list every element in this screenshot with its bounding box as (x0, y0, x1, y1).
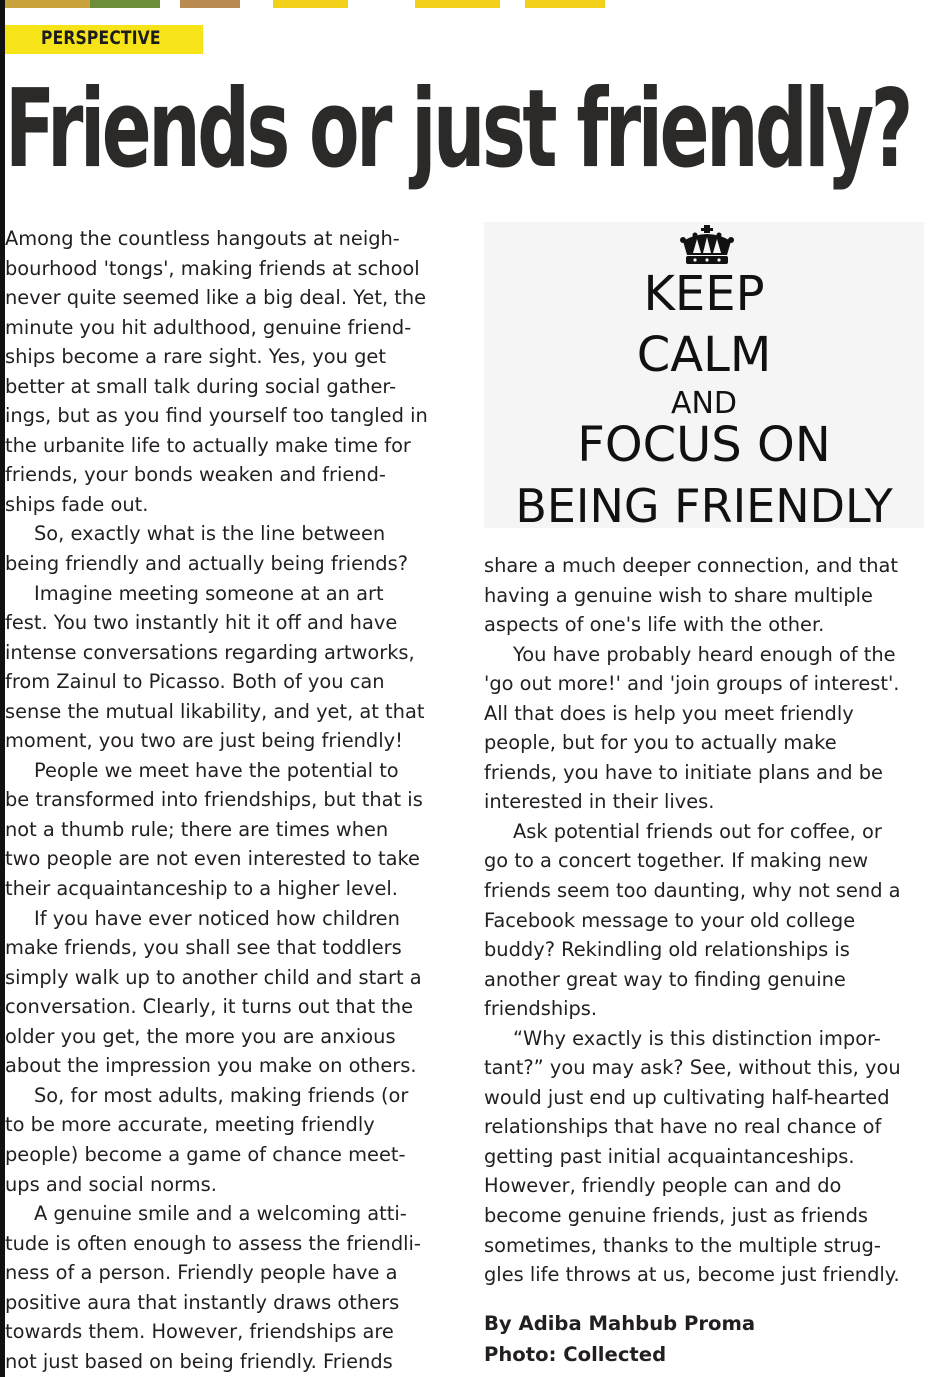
text-line: would just end up cultivating half-hearted (484, 1085, 890, 1109)
poster-line-focus: FOCUS ON (577, 417, 831, 473)
text-line: their acquaintanceship to a higher level. (5, 877, 398, 901)
text-line: friends, you have to initiate plans and be (484, 760, 883, 784)
text-line: friends seem too daunting, why not send a (484, 879, 901, 903)
right-text-column (484, 551, 924, 1290)
text-line: “Why exactly is this distinction impor- (513, 1026, 881, 1050)
text-line: However, friendly people can and do (484, 1174, 842, 1198)
text-line: never quite seemed like a big deal. Yet, the (5, 286, 427, 310)
text-line: being friendly and actually being friends? (5, 552, 408, 576)
section-tag (5, 25, 203, 54)
text-line: intense conversations regarding artworks, (5, 640, 415, 664)
text-line: share a much deeper connection, and that (484, 554, 898, 577)
text-line: fest. You two instantly hit it off and have (5, 611, 398, 635)
keep-calm-poster (484, 222, 924, 533)
text-line: minute you hit adulthood, genuine friend- (5, 315, 412, 339)
text-line: positive aura that instantly draws others (5, 1290, 400, 1314)
text-line: make friends, you shall see that toddlers (5, 936, 402, 960)
text-line: ships fade out. (5, 492, 149, 516)
crown-icon (677, 225, 737, 267)
text-line: be transformed into friendships, but that is (5, 788, 423, 812)
text-line: friends, your bonds weaken and friend- (5, 463, 386, 487)
text-line: people) become a game of chance meet- (5, 1142, 406, 1166)
text-line: A genuine smile and a welcoming atti- (34, 1202, 407, 1226)
text-line: sometimes, thanks to the multiple strug- (484, 1233, 881, 1257)
text-line: become genuine friends, just as friends (484, 1204, 868, 1228)
text-line: You have probably heard enough of the (513, 642, 896, 666)
text-line: better at small talk during social gather- (5, 374, 397, 398)
article-headline: Friends or just friendly? (5, 67, 910, 192)
text-line: So, for most adults, making friends (or (34, 1083, 409, 1107)
left-text-column (5, 224, 450, 1376)
text-line: People we meet have the potential to (34, 758, 399, 782)
text-line: Facebook message to your old college (484, 908, 856, 932)
text-line: tude is often enough to assess the friendli- (5, 1231, 421, 1255)
text-line: tant?” you may ask? See, without this, you (484, 1056, 901, 1080)
text-line: getting past initial acquaintanceships. (484, 1144, 855, 1168)
text-line: aspects of one's life with the other. (484, 613, 825, 637)
text-line: people, but for you to actually make (484, 731, 837, 755)
poster-line-keep: KEEP (643, 266, 765, 322)
text-line: another great way to finding genuine (484, 967, 846, 991)
text-line: buddy? Rekindling old relationships is (484, 938, 850, 962)
text-line: bourhood 'tongs', making friends at school (5, 256, 420, 280)
text-line: towards them. However, friendships are (5, 1320, 394, 1344)
text-line: go to a concert together. If making new (484, 849, 869, 873)
text-line: the urbanite life to actually make time for (5, 433, 411, 457)
text-line: friendships. (484, 997, 598, 1021)
text-line: interested in their lives. (484, 790, 715, 814)
text-line: ness of a person. Friendly people have a (5, 1261, 398, 1285)
poster-line-being: BEING FRIENDLY (515, 479, 893, 533)
text-line: to be more accurate, meeting friendly (5, 1113, 375, 1137)
text-line: Imagine meeting someone at an art (34, 581, 384, 605)
text-line: simply walk up to another child and start a (5, 965, 422, 989)
poster-line-calm: CALM (636, 327, 772, 383)
section-tag-label: PERSPECTIVE (41, 27, 161, 49)
text-line: If you have ever noticed how children (34, 906, 400, 930)
text-line: relationships that have no real chance of (484, 1115, 882, 1139)
text-line: 'go out more!' and 'join groups of interest'. (484, 672, 900, 696)
masthead-decoration (5, 0, 605, 8)
byline-photo-credit: Photo: Collected (484, 1343, 667, 1366)
text-line: from Zainul to Picasso. Both of you can (5, 670, 385, 694)
text-line: ships become a rare sight. Yes, you get (5, 345, 386, 369)
text-line: sense the mutual likability, and yet, at that (5, 699, 425, 723)
text-line: conversation. Clearly, it turns out that the (5, 995, 414, 1019)
text-line: having a genuine wish to share multiple (484, 583, 873, 607)
byline-author: By Adiba Mahbub Proma (484, 1312, 756, 1335)
text-line: not just based on being friendly. Friends (5, 1349, 393, 1373)
text-line: All that does is help you meet friendly (484, 701, 854, 725)
text-line: Among the countless hangouts at neigh- (5, 227, 400, 250)
text-line: So, exactly what is the line between (34, 522, 386, 546)
text-line: not a thumb rule; there are times when (5, 817, 389, 841)
poster-line-and: AND (670, 386, 738, 421)
text-line: about the impression you make on others. (5, 1054, 417, 1078)
text-line: gles life throws at us, become just friendly. (484, 1263, 900, 1287)
text-line: Ask potential friends out for coffee, or (513, 819, 882, 843)
text-line: two people are not even interested to take (5, 847, 420, 871)
text-line: older you get, the more you are anxious (5, 1024, 396, 1048)
text-line: ups and social norms. (5, 1172, 217, 1196)
text-line: moment, you two are just being friendly! (5, 729, 403, 753)
text-line: ings, but as you find yourself too tangled in (5, 404, 428, 428)
